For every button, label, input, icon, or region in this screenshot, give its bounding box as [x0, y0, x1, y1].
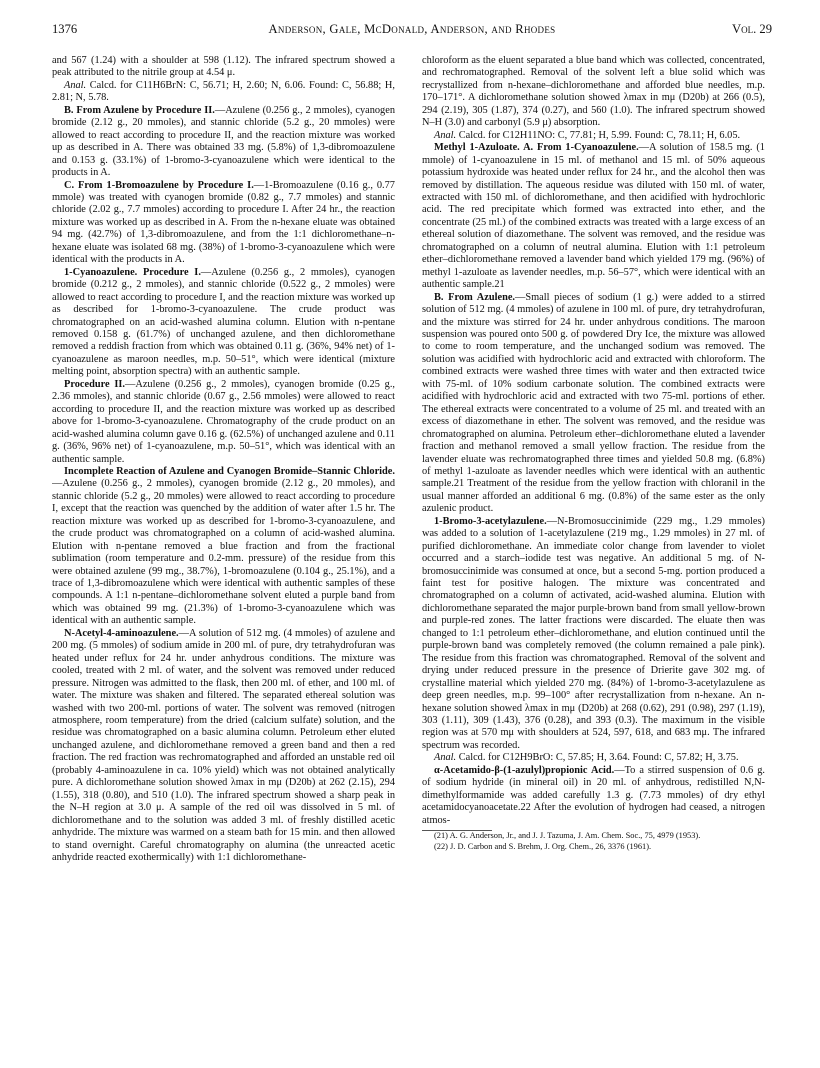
volume-label: Vol. 29 — [732, 22, 772, 36]
analysis-label: Anal. — [64, 79, 87, 91]
running-title: Anderson, Gale, McDonald, Anderson, and Rhodes — [268, 22, 556, 36]
section-paragraph — [422, 292, 765, 516]
section-paragraph — [422, 142, 765, 291]
footnote: (22) J. D. Carbon and S. Brehm, J. Org. Chem., 26, 3376 (1961). — [434, 841, 652, 851]
page-header — [52, 22, 772, 40]
section-heading: B. From Azulene. — [434, 291, 516, 303]
section-heading: 1-Bromo-3-acetylazulene. — [434, 515, 547, 527]
section-paragraph — [52, 105, 395, 180]
footnotes — [422, 831, 765, 852]
section-heading: N-Acetyl-4-aminoazulene. — [64, 627, 179, 639]
section-paragraph — [52, 628, 395, 865]
analysis-paragraph — [52, 80, 395, 105]
analysis-label: Anal. — [434, 129, 457, 141]
section-paragraph — [52, 379, 395, 466]
analysis-text: Calcd. for C12H11NO: C, 77.81; H, 5.99. Found: C, 78.11; H, 6.05. — [456, 129, 741, 141]
paragraph-text: —A solution of 512 mg. (4 mmoles) of azulene and 200 mg. (5 mmoles) of sodium amide in 200 ml. of pure, dry tetrahydrofuran was heated under reflux for 24 hr. under anhydrous conditions. The mixture was cooled, treated with 2 ml. of water, and the solvent was removed under reduced pressure. Nitrogen was admitted to the flask, then 200 ml. of ether, and 100 ml. of water. The mixture was shaken and filtered. The separated ethereal solution was washed with two 200-ml. portions of water. The solvent was removed (nitrogen atmosphere, room temperature) from the dried (calcium sulfate) solution, and the residue was chromatographed on a basic alumina column. Petroleum ether eluted unchanged azulene, and dichloromethane removed a green band and then a red fraction. The red fraction was rechromatographed and afforded an unstable red oil (probably 4-aminoazulene in ca. 10% yield) which was not obtained analytically pure. A dichloromethane solution showed λmax in mμ (D20b) at 262 (2.15), 294 (1.55), 318 (0.80), and 510 (1.0). The infrared spectrum showed a sharp peak in the N–H region at 3.0 μ. A sample of the red oil was dissolved in 5 ml. of dichloromethane and to the solution was added 3 ml. of freshly distilled acetic anhydride. The mixture was warmed on a steam bath for 15 min. and then allowed to stand overnight. Careful chromatography on alumina (the unreacted acetic anhydride reacted exothermically) with 1:1 dichloromethane- — [52, 627, 395, 863]
section-heading: 1-Cyanoazulene. Procedure I. — [64, 266, 201, 278]
paragraph-text: —To a stirred suspension of 0.6 g. of sodium hydride (in mineral oil) in 20 ml. of anhydrous, redistilled N,N-dimethylformamide was added carefully 1.3 g. (7.73 mmoles) of dry ethyl acetamidocyanoacetate.22 After the evolution of hydrogen had ceased, a nitrogen atmos- — [422, 764, 765, 826]
paragraph-text: —A solution of 158.5 mg. (1 mmole) of 1-cyanoazulene in 15 ml. of methanol and 15 ml. of 50% aqueous potassium hydroxide was heated under reflux for 24 hr., and the alcohol then was removed by distillation. The aqueous residue was diluted with 150 ml. of water, extracted with 150 ml. of dichloromethane, and then acidified with hydrochloric acid. The red precipitate which formed was extracted into ether, and the concentrate (25 ml.) of the combined extracts was treated with a large excess of an ethereal solution of diazomethane. The solvent was removed, and the residue was chromatographed on a column of neutral alumina. Elution with 1:1 petroleum ether–dichloromethane removed a lavender band which yielded 179 mg. (96%) of methyl 1-azuloate as lavender needles, m.p. 56–57°, which were identical with an authentic sample.21 — [422, 142, 765, 291]
paragraph-text: —1-Bromoazulene (0.16 g., 0.77 mmole) was treated with cyanogen bromide (0.82 g., 7.7 mmoles) and stannic chloride (2.02 g., 7.7 mmoles) according to procedure I. After 24 hr., the reaction mixture was worked up as described in A. From the n-hexane eluate was obtained 94 mg. (42.7%) of 1,3-dibromoazulene, and from the 1:1 dichloromethane–n-hexane eluate was isolated 68 mg. (38%) of 1-bromo-3-cyanoazulene which were identical with the products in A. — [52, 179, 395, 266]
left-column — [52, 55, 395, 1055]
section-paragraph — [52, 180, 395, 267]
section-paragraph — [52, 466, 395, 628]
analysis-paragraph — [422, 130, 765, 142]
analysis-text: Calcd. for C11H6BrN: C, 56.71; H, 2.60; N, 6.06. Found: C, 56.88; H, 2.81; N, 5.78. — [52, 79, 395, 104]
body-paragraph: chloroform as the eluent separated a blue band which was collected, concentrated, and rechromatographed. Removal of the solvent left a blue solid which was recrystallized from n-hexane–dichloromethane and afforded blue needles, m.p. 170–171°. A dichloromethane solution showed λmax in mμ (D20b) at 266 (0.5), 294 (2.19), 305 (1.87), 374 (0.27), and 560 (1.0). The infrared spectrum showed N–H (3.0) and carbonyl (5.9 μ) absorption. — [422, 55, 765, 129]
section-heading: Procedure II. — [64, 378, 125, 390]
analysis-text: Calcd. for C12H9BrO: C, 57.85; H, 3.64. Found: C, 57.82; H, 3.75. — [456, 752, 739, 764]
section-heading: α-Acetamido-β-(1-azulyl)propionic Acid. — [434, 764, 615, 776]
section-heading: Incomplete Reaction of Azulene and Cyanogen Bromide–Stannic Chloride. — [64, 465, 395, 477]
paragraph-text: —Azulene (0.256 g., 2 mmoles), cyanogen bromide (0.212 g., 2 mmoles), and stannic chloride (0.522 g., 2 mmoles) were allowed to react according to procedure I, and the reaction mixture was worked up as described for 1-bromo-3-cyanoazulene. The crude product was chromatographed on an acid-washed alumina column. Elution with n-pentane removed 0.158 g. (61.7%) of unchanged azulene, and then dichloromethane removed a reddish fraction from which was obtained 0.11 g. (36%, 94% net) of 1-cyanoazulene as maroon needles, m.p. 50–51°, which were identical (mixture melting point, absorption spectra) with an authentic sample. — [52, 266, 395, 378]
paragraph-text: —Azulene (0.256 g., 2 mmoles), cyanogen bromide (2.12 g., 20 mmoles), and stannic chloride (5.2 g., 20 mmoles) were allowed to react according to procedure II, and the reaction mixture was worked up as described in A. There was obtained 33 mg. (5.8%) of 1,3-dibromoazulene and 0.153 g. (33.1%) of 1-bromo-3-cyanoazulene which were identical to the products in A. — [52, 104, 395, 179]
footnote: (21) A. G. Anderson, Jr., and J. J. Tazuma, J. Am. Chem. Soc., 75, 4979 (1953). — [434, 831, 701, 841]
paragraph-text: —Azulene (0.256 g., 2 mmoles), cyanogen bromide (2.12 g., 20 mmoles), and stannic chloride (5.2 g., 20 mmoles) were allowed to react according to procedure I, except that the reaction was quenched by the addition of water after 1.5 hr. The reaction mixture was worked up as described for 1-bromo-3-cyanoazulene, and the crude product was chromatographed on a column of acid-washed alumina. Elution with n-pentane removed a blue fraction and from the fractional sublimation (room temperature and 0.2-mm. pressure) of the residue from this were obtained azulene (99 mg., 38.7%), 1-bromoazulene (0.104 g., 25.1%), and a trace of 1,3-dibromoazulene which were identical with authentic samples of these compounds. A 1:1 n-pentane–dichloromethane solvent eluted a purple band from which was obtained 99 mg. (21.3%) of 1-bromo-3-cyanoazulene which was identical with an authentic sample. — [52, 478, 395, 627]
right-column-body — [422, 55, 765, 827]
body-paragraph: and 567 (1.24) with a shoulder at 598 (1.12). The infrared spectrum showed a peak attributed to the nitrile group at 4.54 μ. — [52, 55, 395, 79]
page-number: 1376 — [52, 22, 78, 36]
section-paragraph — [52, 267, 395, 379]
analysis-paragraph — [422, 752, 765, 764]
section-paragraph — [422, 516, 765, 753]
section-heading: C. From 1-Bromoazulene by Procedure I. — [64, 179, 254, 191]
analysis-label: Anal. — [434, 752, 457, 764]
section-paragraph — [422, 765, 765, 827]
paragraph-text: —N-Bromosuccinimide (229 mg., 1.29 mmoles) was added to a solution of 1-acetylazulene (219 mg., 1.29 mmoles) in 27 ml. of purified dichloromethane. An immediate color change from lavender to violet occurred and a starch–iodide test was negative. An additional 5 mg. of N-bromosuccinimide was consumed at once, but a second 5-mg. portion produced a faint test for positive halogen. The mixture was concentrated and chromatographed on a column of activated, acid-washed alumina. Elution with dichloromethane separated the major purple-brown band from small yellow-brown and purple-red zones. The latter fractions were discarded. The eluate then was changed to 1:1 petroleum ether–dichloromethane, and elution continued until the purple-brown band was completely removed (the column remained a pale pink). The residue from this fraction was chromatographed. Removal of the solvent and drying under reduced pressure in the presence of Drierite gave 302 mg. of crystalline material which yielded 270 mg. (84%) of 1-bromo-3-acetylazulene as deep green needles, m.p. 99–100° after recrystallization from n-hexane. An n-hexane solution showed λmax in mμ (D20b) at 268 (0.62), 291 (0.98), 297 (1.19), 303 (1.11), 309 (1.43), 376 (0.28), and 393 (0.3). The maximum in the visible region was at 570 mμ with shoulders at 524, 597, 618, and 683 mμ. The infrared spectrum was recorded. — [422, 515, 765, 751]
section-heading: Methyl 1-Azuloate. A. From 1-Cyanoazulene. — [434, 142, 639, 154]
right-column — [422, 55, 765, 1055]
paragraph-text: —Azulene (0.256 g., 2 mmoles), cyanogen bromide (0.25 g., 2.36 mmoles), and stannic chloride (0.67 g., 2.56 mmoles) were allowed to react according to procedure II, and the reaction mixture was worked up as described above for 1-bromo-3-cyanoazulene. Chromatography of the crude product on an acid-washed alumina column gave 0.16 g. (62.5%) of unchanged azulene and 0.11 g. (36%, 96% net) of 1-cyanoazulene, m.p. 50–51°, which was identical with an authentic sample. — [52, 378, 395, 465]
section-heading: B. From Azulene by Procedure II. — [64, 104, 215, 116]
paragraph-text: —Small pieces of sodium (1 g.) were added to a stirred solution of 512 mg. (4 mmoles) of azulene in 100 ml. of pure, dry tetrahydrofuran, and the mixture was stirred for 24 hr. under anhydrous conditions. The maroon suspension was poured onto 500 g. of powdered Dry Ice, the mixture was allowed to come to room temperature, and the unchanged sodium was removed. The solution was acidified with hydrochloric acid and extracted with chloroform. The combined extracts were washed three times with water and then extracted twice with 75-ml. of 10% sodium carbonate solution. The combined extracts were acidified with hydrochloric acid and extracted with two 75-ml. portions of ether. The ethereal extracts were concentrated to a volume of 25 ml. and treated with an excess of diazomethane in ether. The solvent was removed, and the residue was chromatographed on alumina. Petroleum ether–dichloromethane eluted a lavender fraction and methanol removed a small yellow fraction. The residue from the lavender eluate was rechromatographed three times and yielded 50.8 mg. (6.8%) of methyl 1-azuloate as lavender needles which were identical with an authentic sample.21 Treatment of the residue from the yellow fraction with chloranil in the usual manner afforded an additional 6 mg. (0.8%) of the same ester as the only azulenic product. — [422, 291, 765, 515]
